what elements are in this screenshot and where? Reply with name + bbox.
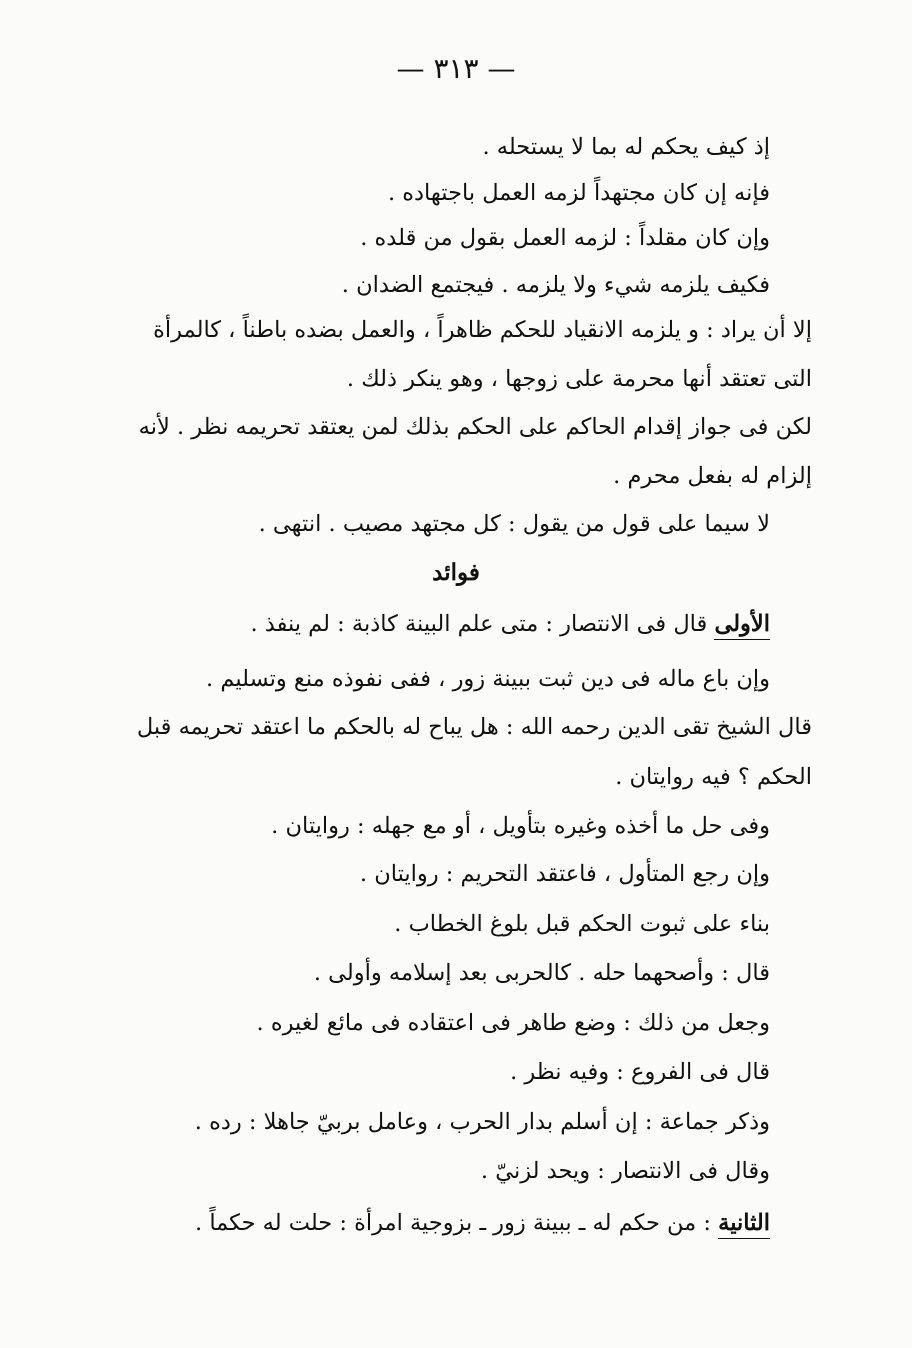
text-line: وجعل من ذلك : وضع طاهر فى اعتقاده فى مائع لغيره . xyxy=(256,1010,770,1036)
section-heading: فوائد xyxy=(432,559,480,586)
text-line: وقال فى الانتصار : ويحد لزنيّ . xyxy=(480,1158,770,1184)
text-line: إذ كيف يحكم له بما لا يستحله . xyxy=(482,134,770,160)
text-line: وإن كان مقلداً : لزمه العمل بقول من قلده . xyxy=(360,225,770,251)
text-line xyxy=(250,605,770,643)
page-number: — ٣١٣ — xyxy=(396,52,516,85)
text-line: لا سيما على قول من يقول : كل مجتهد مصيب . انتهى . xyxy=(258,511,770,537)
text-line: بناء على ثبوت الحكم قبل بلوغ الخطاب . xyxy=(394,911,770,937)
second-label: الثانية xyxy=(718,1210,770,1239)
text-line: قال الشيخ تقى الدين رحمه الله : هل يباح له بالحكم ما اعتقد تحريمه قبل xyxy=(136,714,812,740)
text-line: فكيف يلزمه شيء ولا يلزمه . فيجتمع الضدان . xyxy=(341,272,770,298)
text-line: وإن باع ماله فى دين ثبت ببينة زور ، ففى نفوذه منع وتسليم . xyxy=(206,666,770,692)
second-text: : من حكم له ـ ببينة زور ـ بزوجية امرأة : حلت له حكماً . xyxy=(195,1210,711,1236)
text-line: قال : وأصحهما حله . كالحربى بعد إسلامه وأولى . xyxy=(313,960,770,986)
text-line: وإن رجع المتأول ، فاعتقد التحريم : روايتان . xyxy=(359,861,770,887)
text-line: التى تعتقد أنها محرمة على زوجها ، وهو ينكر ذلك . xyxy=(346,366,812,392)
text-line: وذكر جماعة : إن أسلم بدار الحرب ، وعامل بربيّ جاهلا : رده . xyxy=(194,1109,770,1135)
text-line: فإنه إن كان مجتهداً لزمه العمل باجتهاده . xyxy=(387,180,770,206)
text-line: الحكم ؟ فيه روايتان . xyxy=(615,764,812,790)
text-line xyxy=(195,1204,770,1242)
text-line: لكن فى جواز إقدام الحاكم على الحكم بذلك لمن يعتقد تحريمه نظر . لأنه xyxy=(138,414,812,440)
first-text: قال فى الانتصار : متى علم البينة كاذبة : لم ينفذ . xyxy=(250,611,708,637)
text-line: إلزام له بفعل محرم . xyxy=(613,463,812,489)
text-line: وفى حل ما أخذه وغيره بتأويل ، أو مع جهله : روايتان . xyxy=(271,813,770,839)
first-label: الأولى xyxy=(714,611,770,640)
text-line: قال فى الفروع : وفيه نظر . xyxy=(510,1059,770,1085)
text-line: إلا أن يراد : و يلزمه الانقياد للحكم ظاهراً ، والعمل بضده باطناً ، كالمرأة xyxy=(153,317,812,343)
